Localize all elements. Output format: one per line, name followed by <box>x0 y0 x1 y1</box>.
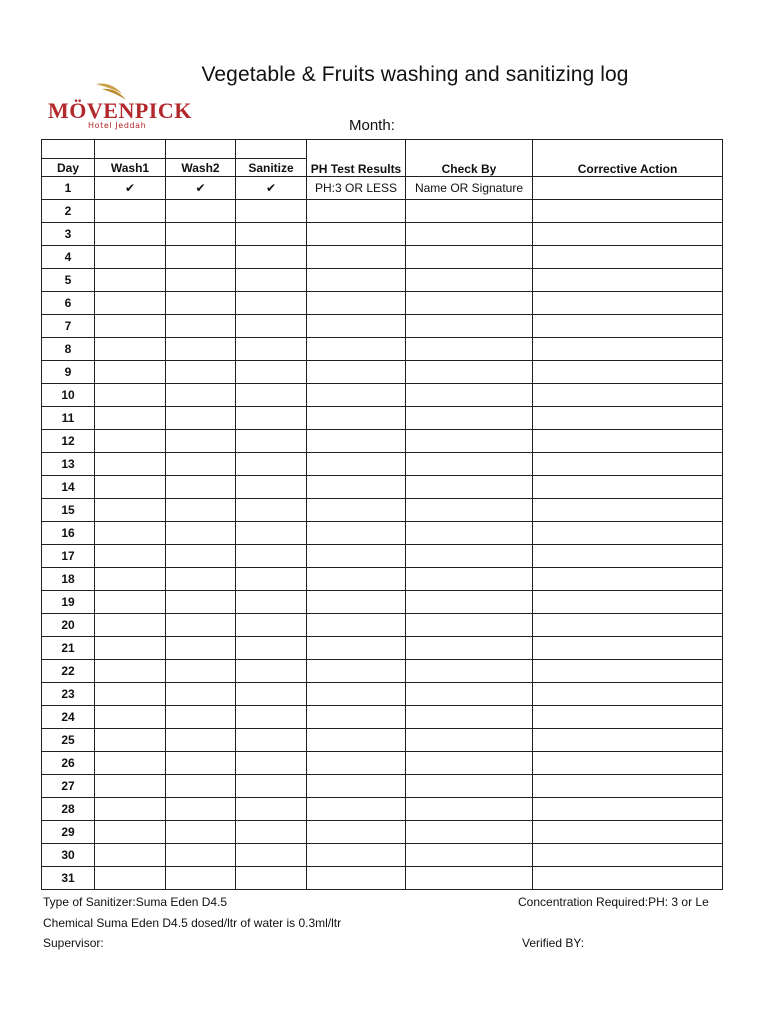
sanitize-cell[interactable] <box>236 453 307 476</box>
ph-result-cell[interactable] <box>307 614 406 637</box>
table-row <box>42 729 723 752</box>
ph-result-cell[interactable] <box>307 568 406 591</box>
check-by-cell[interactable]: Name OR Signature <box>406 177 533 200</box>
sanitize-cell[interactable] <box>236 568 307 591</box>
wash2-check[interactable]: ✔ <box>166 177 236 200</box>
ph-result-cell[interactable] <box>307 315 406 338</box>
table-row <box>42 476 723 499</box>
check-by-cell[interactable] <box>406 338 533 361</box>
wash2-cell[interactable] <box>166 821 236 844</box>
ph-result-cell[interactable] <box>307 637 406 660</box>
day-cell: 6 <box>42 292 95 315</box>
header-day: Day <box>42 159 95 177</box>
day-cell: 23 <box>42 683 95 706</box>
table-row <box>42 798 723 821</box>
wash2-cell[interactable] <box>166 637 236 660</box>
day-cell: 24 <box>42 706 95 729</box>
table-row <box>42 384 723 407</box>
day-cell: 16 <box>42 522 95 545</box>
header-wash2: Wash2 <box>166 159 236 177</box>
wash1-cell[interactable] <box>95 706 166 729</box>
corrective-action-cell[interactable] <box>533 315 723 338</box>
wash1-cell[interactable] <box>95 545 166 568</box>
ph-result-cell[interactable] <box>307 361 406 384</box>
wash2-cell[interactable] <box>166 752 236 775</box>
day-cell: 30 <box>42 844 95 867</box>
wash1-cell[interactable] <box>95 775 166 798</box>
day-cell: 25 <box>42 729 95 752</box>
sanitize-cell[interactable] <box>236 821 307 844</box>
day-cell: 17 <box>42 545 95 568</box>
ph-result-cell[interactable] <box>307 292 406 315</box>
corrective-action-cell[interactable] <box>533 223 723 246</box>
sanitize-cell[interactable] <box>236 706 307 729</box>
sanitize-cell[interactable] <box>236 591 307 614</box>
wash1-cell[interactable] <box>95 729 166 752</box>
sanitize-cell[interactable] <box>236 522 307 545</box>
table-row <box>42 338 723 361</box>
wash2-cell[interactable] <box>166 775 236 798</box>
day-cell: 21 <box>42 637 95 660</box>
corrective-action-cell[interactable] <box>533 568 723 591</box>
sanitize-cell[interactable] <box>236 361 307 384</box>
corrective-action-cell[interactable] <box>533 545 723 568</box>
corrective-action-cell[interactable] <box>533 430 723 453</box>
page-title: Vegetable & Fruits washing and sanitizing log <box>201 63 629 86</box>
check-by-cell[interactable] <box>406 269 533 292</box>
wash2-cell[interactable] <box>166 430 236 453</box>
table-row <box>42 706 723 729</box>
check-by-cell[interactable] <box>406 292 533 315</box>
wash2-cell[interactable] <box>166 591 236 614</box>
check-by-cell[interactable] <box>406 315 533 338</box>
check-by-cell[interactable] <box>406 614 533 637</box>
check-by-cell[interactable] <box>406 798 533 821</box>
ph-result-cell[interactable] <box>307 430 406 453</box>
header-check-by: Check By <box>406 140 533 177</box>
verified-by-label: Verified BY: <box>522 936 585 950</box>
day-cell: 22 <box>42 660 95 683</box>
day-cell: 7 <box>42 315 95 338</box>
check-by-cell[interactable] <box>406 752 533 775</box>
corrective-action-cell[interactable] <box>533 522 723 545</box>
corrective-action-cell[interactable] <box>533 476 723 499</box>
check-by-cell[interactable] <box>406 683 533 706</box>
table-row <box>42 315 723 338</box>
ph-result-cell[interactable] <box>307 706 406 729</box>
ph-result-cell[interactable] <box>307 522 406 545</box>
day-cell: 5 <box>42 269 95 292</box>
wash2-cell[interactable] <box>166 407 236 430</box>
wash1-cell[interactable] <box>95 522 166 545</box>
table-row <box>42 246 723 269</box>
ph-result-cell[interactable] <box>307 338 406 361</box>
sanitize-cell[interactable] <box>236 315 307 338</box>
table-row <box>42 637 723 660</box>
day-cell: 11 <box>42 407 95 430</box>
day-cell: 1 <box>42 177 95 200</box>
corrective-action-cell[interactable] <box>533 177 723 200</box>
wash2-cell[interactable] <box>166 614 236 637</box>
sanitize-cell[interactable] <box>236 499 307 522</box>
ph-result-cell[interactable] <box>307 591 406 614</box>
wash2-cell[interactable] <box>166 683 236 706</box>
example-row <box>42 177 723 200</box>
table-row <box>42 591 723 614</box>
check-by-cell[interactable] <box>406 660 533 683</box>
check-by-cell[interactable] <box>406 223 533 246</box>
ph-result-cell[interactable] <box>307 729 406 752</box>
header-wash1: Wash1 <box>95 159 166 177</box>
corrective-action-cell[interactable] <box>533 775 723 798</box>
sanitize-cell[interactable] <box>236 269 307 292</box>
check-by-cell[interactable] <box>406 384 533 407</box>
table-row <box>42 775 723 798</box>
wash2-cell[interactable] <box>166 338 236 361</box>
month-label: Month: <box>349 117 395 134</box>
corrective-action-cell[interactable] <box>533 269 723 292</box>
wash1-cell[interactable] <box>95 660 166 683</box>
day-cell: 18 <box>42 568 95 591</box>
table-row <box>42 752 723 775</box>
wash2-cell[interactable] <box>166 269 236 292</box>
wash2-cell[interactable] <box>166 384 236 407</box>
header-sanitize: Sanitize <box>236 159 307 177</box>
ph-result-cell[interactable] <box>307 683 406 706</box>
check-by-cell[interactable] <box>406 200 533 223</box>
wash1-cell[interactable] <box>95 361 166 384</box>
wash2-cell[interactable] <box>166 476 236 499</box>
chemical-dosage: Chemical Suma Eden D4.5 dosed/ltr of water is 0.3ml/ltr <box>43 916 342 930</box>
wash1-cell[interactable] <box>95 798 166 821</box>
sanitize-cell[interactable] <box>236 729 307 752</box>
table-row <box>42 568 723 591</box>
table-row <box>42 844 723 867</box>
table-row <box>42 200 723 223</box>
table-row <box>42 660 723 683</box>
wash1-cell[interactable] <box>95 637 166 660</box>
check-by-cell[interactable] <box>406 499 533 522</box>
wash2-cell[interactable] <box>166 706 236 729</box>
check-by-cell[interactable] <box>406 545 533 568</box>
supervisor-label: Supervisor: <box>43 936 104 950</box>
corrective-action-cell[interactable] <box>533 729 723 752</box>
wash1-cell[interactable] <box>95 223 166 246</box>
wash2-cell[interactable] <box>166 453 236 476</box>
day-cell: 20 <box>42 614 95 637</box>
ph-result-cell[interactable] <box>307 867 406 890</box>
table-row <box>42 361 723 384</box>
wash2-cell[interactable] <box>166 545 236 568</box>
corrective-action-cell[interactable] <box>533 246 723 269</box>
wash1-cell[interactable] <box>95 683 166 706</box>
wash1-cell[interactable] <box>95 568 166 591</box>
ph-result-cell[interactable] <box>307 545 406 568</box>
corrective-action-cell[interactable] <box>533 499 723 522</box>
check-by-cell[interactable] <box>406 637 533 660</box>
wash2-cell[interactable] <box>166 315 236 338</box>
wash2-cell[interactable] <box>166 499 236 522</box>
check-by-cell[interactable] <box>406 775 533 798</box>
ph-result-cell[interactable] <box>307 821 406 844</box>
ph-result-cell[interactable] <box>307 384 406 407</box>
header-row-top <box>42 140 723 159</box>
ph-result-cell[interactable] <box>307 246 406 269</box>
sanitize-cell[interactable] <box>236 775 307 798</box>
sanitize-cell[interactable] <box>236 545 307 568</box>
day-cell: 10 <box>42 384 95 407</box>
sanitize-cell[interactable] <box>236 844 307 867</box>
day-cell: 19 <box>42 591 95 614</box>
logo-brand: MÖVENPICK <box>48 98 192 123</box>
ph-result-cell[interactable] <box>307 844 406 867</box>
corrective-action-cell[interactable] <box>533 200 723 223</box>
corrective-action-cell[interactable] <box>533 361 723 384</box>
wash1-cell[interactable] <box>95 591 166 614</box>
corrective-action-cell[interactable] <box>533 821 723 844</box>
wash2-cell[interactable] <box>166 292 236 315</box>
corrective-action-cell[interactable] <box>533 591 723 614</box>
check-by-cell[interactable] <box>406 522 533 545</box>
wash1-cell[interactable] <box>95 821 166 844</box>
table-row <box>42 522 723 545</box>
header-spacer <box>95 140 166 159</box>
check-by-cell[interactable] <box>406 706 533 729</box>
sanitize-cell[interactable] <box>236 223 307 246</box>
wash1-cell[interactable] <box>95 384 166 407</box>
day-cell: 12 <box>42 430 95 453</box>
sanitize-cell[interactable] <box>236 798 307 821</box>
day-cell: 15 <box>42 499 95 522</box>
check-by-cell[interactable] <box>406 361 533 384</box>
wash1-cell[interactable] <box>95 292 166 315</box>
corrective-action-cell[interactable] <box>533 660 723 683</box>
ph-result-cell[interactable] <box>307 407 406 430</box>
sanitize-cell[interactable] <box>236 200 307 223</box>
wash1-cell[interactable] <box>95 315 166 338</box>
wash1-cell[interactable] <box>95 499 166 522</box>
header-corrective-action: Corrective Action <box>533 140 723 177</box>
ph-result-cell[interactable] <box>307 476 406 499</box>
corrective-action-cell[interactable] <box>533 752 723 775</box>
sanitize-cell[interactable] <box>236 867 307 890</box>
day-cell: 4 <box>42 246 95 269</box>
day-cell: 8 <box>42 338 95 361</box>
day-cell: 28 <box>42 798 95 821</box>
check-by-cell[interactable] <box>406 476 533 499</box>
table-row <box>42 614 723 637</box>
sanitize-cell[interactable] <box>236 338 307 361</box>
wash2-cell[interactable] <box>166 246 236 269</box>
table-row <box>42 453 723 476</box>
wash2-cell[interactable] <box>166 361 236 384</box>
day-cell: 9 <box>42 361 95 384</box>
day-cell: 31 <box>42 867 95 890</box>
table-row <box>42 821 723 844</box>
sanitize-cell[interactable] <box>236 683 307 706</box>
corrective-action-cell[interactable] <box>533 637 723 660</box>
concentration-required: Concentration Required:PH: 3 or Le <box>518 895 709 909</box>
wash2-cell[interactable] <box>166 844 236 867</box>
sanitize-cell[interactable] <box>236 752 307 775</box>
check-by-cell[interactable] <box>406 568 533 591</box>
day-cell: 29 <box>42 821 95 844</box>
header-spacer <box>236 140 307 159</box>
log-table <box>41 139 723 890</box>
check-by-cell[interactable] <box>406 844 533 867</box>
ph-result-cell[interactable] <box>307 798 406 821</box>
corrective-action-cell[interactable] <box>533 338 723 361</box>
ph-result-cell[interactable] <box>307 775 406 798</box>
check-by-cell[interactable] <box>406 729 533 752</box>
sanitize-cell[interactable] <box>236 476 307 499</box>
wash1-check[interactable]: ✔ <box>95 177 166 200</box>
sanitize-cell[interactable] <box>236 407 307 430</box>
wash1-cell[interactable] <box>95 614 166 637</box>
check-by-cell[interactable] <box>406 453 533 476</box>
day-cell: 13 <box>42 453 95 476</box>
header-spacer <box>42 140 95 159</box>
check-by-cell[interactable] <box>406 867 533 890</box>
corrective-action-cell[interactable] <box>533 292 723 315</box>
corrective-action-cell[interactable] <box>533 453 723 476</box>
logo-subtitle: Hotel Jeddah <box>88 121 147 130</box>
table-row <box>42 269 723 292</box>
corrective-action-cell[interactable] <box>533 867 723 890</box>
wash1-cell[interactable] <box>95 752 166 775</box>
day-cell: 26 <box>42 752 95 775</box>
day-cell: 3 <box>42 223 95 246</box>
wash2-cell[interactable] <box>166 729 236 752</box>
ph-result-cell[interactable]: PH:3 OR LESS <box>307 177 406 200</box>
wash1-cell[interactable] <box>95 844 166 867</box>
corrective-action-cell[interactable] <box>533 798 723 821</box>
sanitize-cell[interactable] <box>236 660 307 683</box>
wash2-cell[interactable] <box>166 798 236 821</box>
wash2-cell[interactable] <box>166 223 236 246</box>
corrective-action-cell[interactable] <box>533 683 723 706</box>
table-row <box>42 430 723 453</box>
corrective-action-cell[interactable] <box>533 614 723 637</box>
corrective-action-cell[interactable] <box>533 384 723 407</box>
table-row <box>42 499 723 522</box>
ph-result-cell[interactable] <box>307 499 406 522</box>
wash2-cell[interactable] <box>166 200 236 223</box>
sanitize-cell[interactable] <box>236 430 307 453</box>
day-cell: 14 <box>42 476 95 499</box>
check-by-cell[interactable] <box>406 407 533 430</box>
wash1-cell[interactable] <box>95 269 166 292</box>
wash1-cell[interactable] <box>95 246 166 269</box>
check-by-cell[interactable] <box>406 430 533 453</box>
check-by-cell[interactable] <box>406 246 533 269</box>
ph-result-cell[interactable] <box>307 660 406 683</box>
ph-result-cell[interactable] <box>307 269 406 292</box>
header-ph: PH Test Results <box>307 140 406 177</box>
sanitize-cell[interactable] <box>236 246 307 269</box>
wash1-cell[interactable] <box>95 430 166 453</box>
check-by-cell[interactable] <box>406 591 533 614</box>
sanitize-cell[interactable] <box>236 384 307 407</box>
day-cell: 2 <box>42 200 95 223</box>
sanitizer-type: Type of Sanitizer:Suma Eden D4.5 <box>43 895 228 909</box>
wash1-cell[interactable] <box>95 476 166 499</box>
table-row <box>42 867 723 890</box>
sanitize-cell[interactable] <box>236 614 307 637</box>
wash1-cell[interactable] <box>95 867 166 890</box>
sanitize-check[interactable]: ✔ <box>236 177 307 200</box>
ph-result-cell[interactable] <box>307 200 406 223</box>
table-row <box>42 407 723 430</box>
header-spacer <box>166 140 236 159</box>
check-by-cell[interactable] <box>406 821 533 844</box>
corrective-action-cell[interactable] <box>533 706 723 729</box>
wash2-cell[interactable] <box>166 867 236 890</box>
sanitize-cell[interactable] <box>236 292 307 315</box>
sanitize-cell[interactable] <box>236 637 307 660</box>
wash1-cell[interactable] <box>95 407 166 430</box>
wash2-cell[interactable] <box>166 568 236 591</box>
corrective-action-cell[interactable] <box>533 844 723 867</box>
table-row <box>42 223 723 246</box>
wash1-cell[interactable] <box>95 338 166 361</box>
day-cell: 27 <box>42 775 95 798</box>
wash2-cell[interactable] <box>166 660 236 683</box>
corrective-action-cell[interactable] <box>533 407 723 430</box>
table-row <box>42 292 723 315</box>
table-row <box>42 683 723 706</box>
wash2-cell[interactable] <box>166 522 236 545</box>
wash1-cell[interactable] <box>95 200 166 223</box>
table-row <box>42 545 723 568</box>
ph-result-cell[interactable] <box>307 752 406 775</box>
ph-result-cell[interactable] <box>307 453 406 476</box>
wash1-cell[interactable] <box>95 453 166 476</box>
ph-result-cell[interactable] <box>307 223 406 246</box>
